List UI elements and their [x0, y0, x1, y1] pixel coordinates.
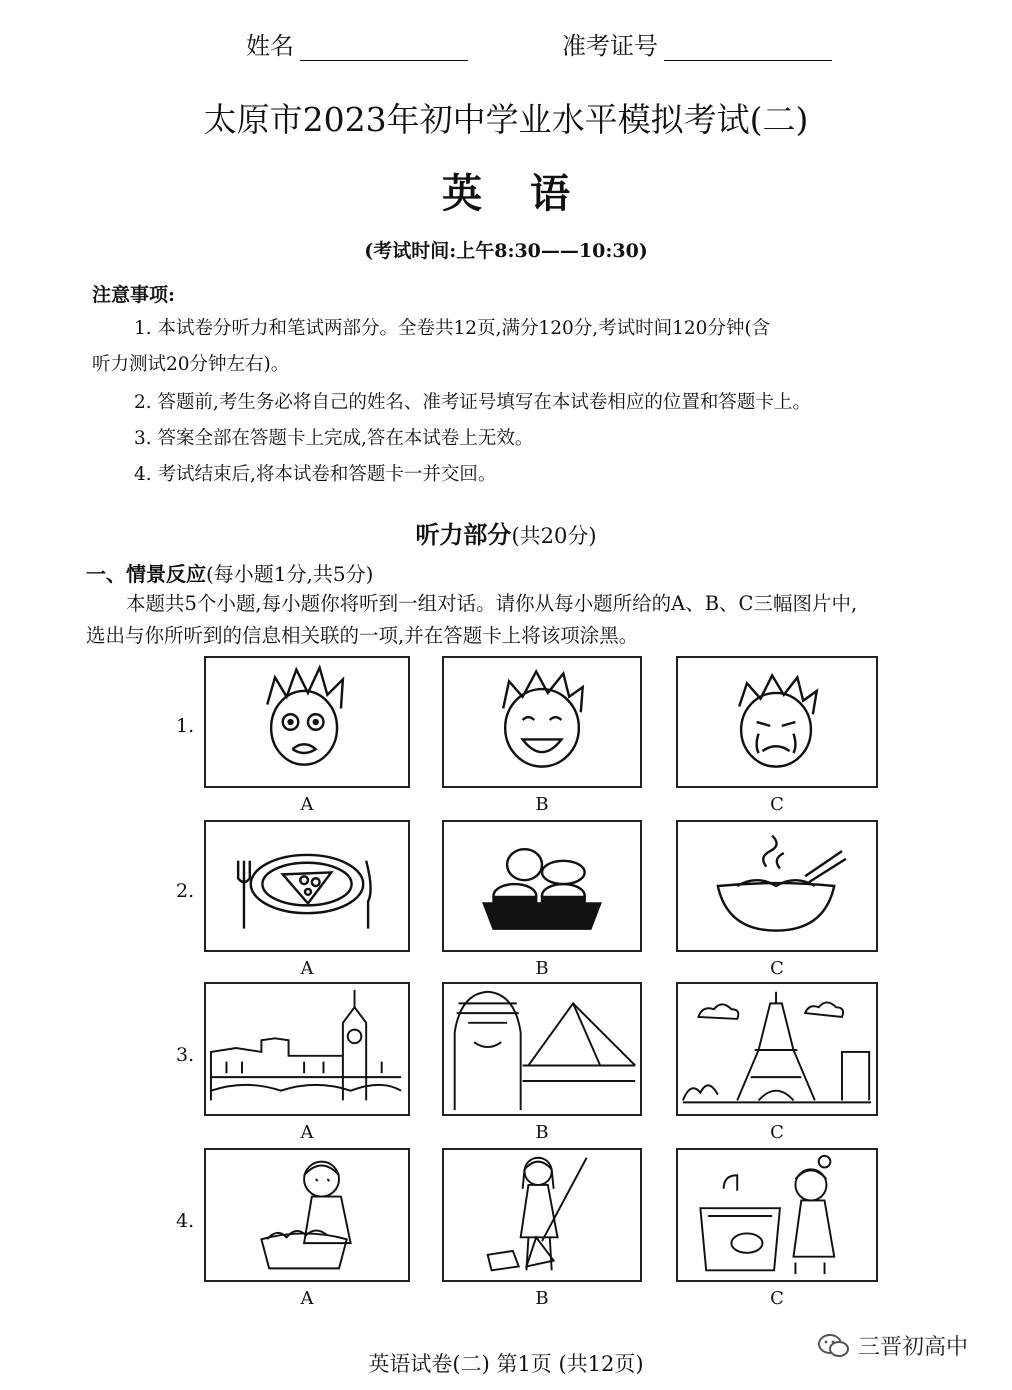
watermark	[818, 1330, 968, 1361]
wechat-icon	[818, 1333, 850, 1359]
notes-title: 注意事项:	[92, 284, 176, 306]
option-label: B	[535, 958, 549, 979]
picture-big-ben	[204, 982, 410, 1116]
option-label: C	[770, 958, 784, 979]
option-label: B	[535, 794, 549, 815]
name-field	[246, 26, 468, 61]
exam-title: 太原市2023年初中学业水平模拟考试(二)	[203, 100, 809, 139]
option-label: C	[770, 1288, 784, 1309]
option-label: A	[300, 1122, 314, 1143]
instruction-line: 本题共5个小题,每小题你将听到一组对话。请你从每小题所给的A、B、C三幅图片中,	[126, 592, 858, 615]
part1-title	[86, 558, 373, 587]
part1-score: (每小题1分,共5分)	[206, 562, 374, 586]
picture-girl-sweeping	[442, 1148, 642, 1282]
part1-label: 一、情景反应	[86, 562, 206, 586]
picture-sushi	[442, 820, 642, 952]
question-number: 1.	[176, 715, 195, 737]
instruction-line: 选出与你所听到的信息相关联的一项,并在答题卡上将该项涂黑。	[86, 624, 639, 647]
note-item: 1. 本试卷分听力和笔试两部分。全卷共12页,满分120分,考试时间120分钟(含	[134, 318, 771, 339]
picture-crying-boy	[676, 656, 878, 788]
picture-noodles	[676, 820, 878, 952]
picture-eiffel-tower	[676, 982, 878, 1116]
section-score: (共20分)	[511, 524, 597, 548]
name-blank	[300, 36, 468, 61]
picture-scared-boy	[204, 656, 410, 788]
option-label: C	[770, 794, 784, 815]
page-footer: 英语试卷(二) 第1页 (共12页)	[368, 1352, 644, 1376]
section-title	[0, 515, 1012, 550]
id-label: 准考证号	[562, 32, 658, 60]
picture-sphinx-pyramid	[442, 982, 642, 1116]
option-label: B	[535, 1288, 549, 1309]
question-number: 2.	[176, 880, 195, 902]
picture-girl-washing-dishes	[676, 1148, 878, 1282]
question-number: 3.	[176, 1044, 195, 1066]
picture-girl-washing-clothes	[204, 1148, 410, 1282]
id-field	[562, 26, 832, 61]
picture-pizza	[204, 820, 410, 952]
note-item: 4. 考试结束后,将本试卷和答题卡一并交回。	[134, 464, 497, 485]
section-label: 听力部分	[415, 520, 512, 549]
note-item: 3. 答案全部在答题卡上完成,答在本试卷上无效。	[134, 428, 534, 449]
picture-laughing-boy	[442, 656, 642, 788]
option-label: B	[535, 1122, 549, 1143]
option-label: A	[300, 958, 314, 979]
question-number: 4.	[176, 1210, 195, 1232]
note-item: 听力测试20分钟左右)。	[92, 354, 290, 375]
watermark-text: 三晋初高中	[858, 1335, 969, 1360]
option-label: A	[300, 1288, 314, 1309]
option-label: C	[770, 1122, 784, 1143]
name-label: 姓名	[246, 32, 294, 60]
exam-time: (考试时间:上午8:30——10:30)	[364, 240, 648, 262]
id-blank	[664, 36, 832, 61]
note-item: 2. 答题前,考生务必将自己的姓名、准考证号填写在本试卷相应的位置和答题卡上。	[134, 392, 811, 413]
option-label: A	[300, 794, 314, 815]
subject-title: 英语	[442, 170, 618, 217]
